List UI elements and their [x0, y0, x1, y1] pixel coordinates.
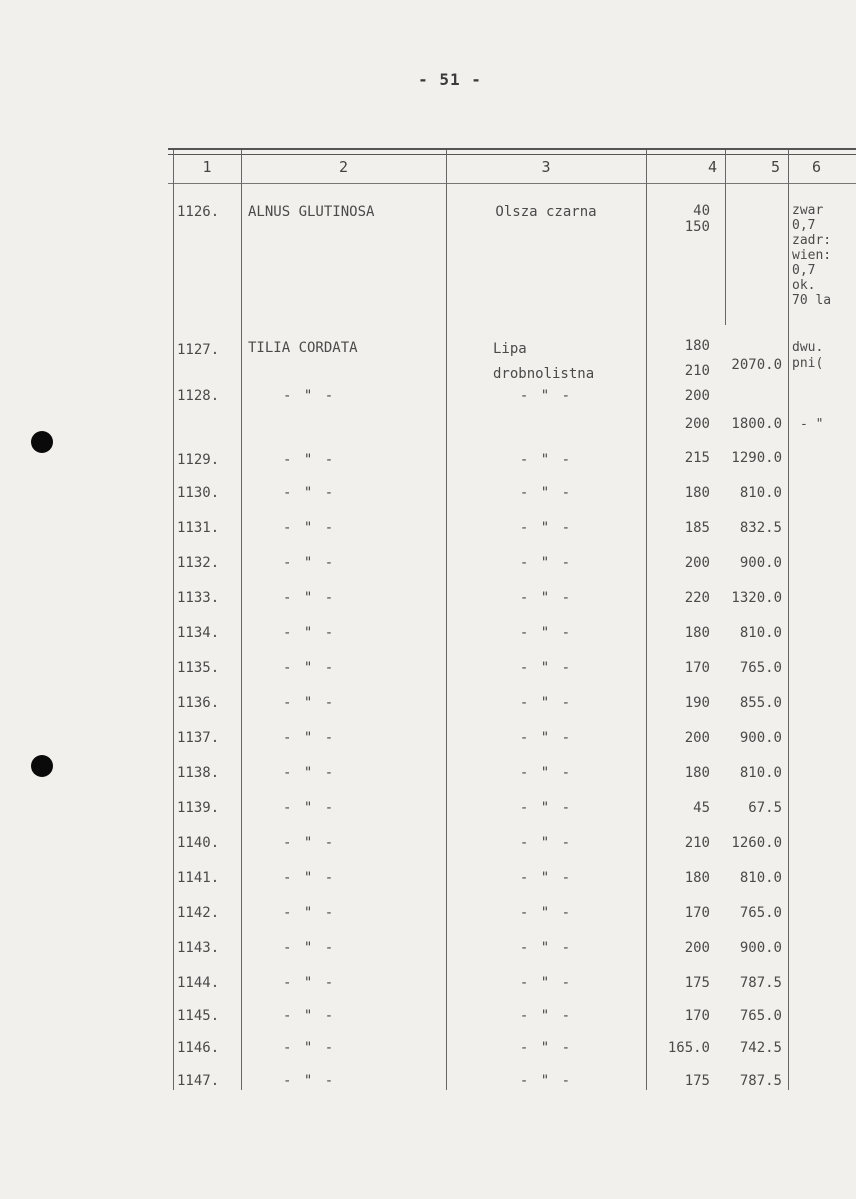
row-number: 1137.	[177, 730, 220, 746]
table-top-rule	[168, 148, 856, 150]
col5-value: 67.5	[748, 800, 782, 816]
row-number: 1142.	[177, 905, 220, 921]
polish-name: - " -	[519, 870, 573, 886]
latin-name: - " -	[283, 800, 336, 816]
polish-name: - " -	[519, 520, 573, 536]
col4-value: 175	[684, 1073, 710, 1089]
latin-name: - " -	[283, 452, 336, 468]
col4-value: 190	[684, 695, 710, 711]
polish-name: - " -	[519, 1008, 573, 1024]
col5-value: 1320.0	[731, 590, 782, 606]
page-number: - 51 -	[418, 70, 482, 89]
column-header: 6	[812, 158, 822, 176]
column-header: 4	[707, 158, 717, 176]
polish-name: - " -	[519, 905, 573, 921]
row-number: 1135.	[177, 660, 220, 676]
col5-value: 855.0	[739, 695, 782, 711]
punch-hole-icon	[31, 431, 53, 453]
note-line: - "	[800, 417, 824, 432]
note-line: zwar	[792, 203, 824, 218]
column-header: 2	[338, 158, 349, 176]
header-rule	[168, 183, 856, 184]
column-divider	[646, 150, 647, 1090]
latin-name: - " -	[283, 590, 336, 606]
note-line: dwu.	[792, 340, 824, 355]
col4-value: 40	[693, 203, 710, 219]
row-number: 1140.	[177, 835, 220, 851]
polish-name: - " -	[519, 590, 573, 606]
col4-value: 165.0	[667, 1040, 710, 1056]
col4-value: 200	[684, 555, 710, 571]
polish-name: - " -	[519, 940, 573, 956]
row-number: 1134.	[177, 625, 220, 641]
row-number: 1141.	[177, 870, 220, 886]
col4-value: 170	[684, 905, 710, 921]
row-number: 1138.	[177, 765, 220, 781]
column-divider	[173, 150, 174, 1090]
column-divider	[446, 150, 447, 1090]
polish-name: - " -	[519, 625, 573, 641]
latin-name: - " -	[283, 975, 336, 991]
column-header: 5	[770, 158, 780, 176]
col5-value: 765.0	[739, 660, 782, 676]
row-number: 1128.	[177, 388, 220, 404]
latin-name: - " -	[283, 730, 336, 746]
polish-name: - " -	[519, 388, 573, 404]
col5-value: 832.5	[739, 520, 782, 536]
row-number: 1133.	[177, 590, 220, 606]
col4-value: 180	[684, 765, 710, 781]
polish-name: - " -	[519, 660, 573, 676]
col4-value: 215	[684, 450, 710, 466]
col4-value: 210	[684, 835, 710, 851]
polish-name: - " -	[519, 1073, 573, 1089]
column-divider	[788, 150, 789, 1090]
col5-value: 810.0	[739, 765, 782, 781]
col4-value: 200	[684, 416, 710, 432]
table-top-rule	[168, 154, 856, 155]
latin-name: - " -	[283, 660, 336, 676]
col5-value: 765.0	[739, 905, 782, 921]
col4-value: 170	[684, 660, 710, 676]
row-number: 1129.	[177, 452, 220, 468]
row-number: 1136.	[177, 695, 220, 711]
polish-name: - " -	[519, 1040, 573, 1056]
latin-name: ALNUS GLUTINOSA	[248, 204, 375, 220]
latin-name: - " -	[283, 1073, 336, 1089]
latin-name: - " -	[283, 835, 336, 851]
latin-name: - " -	[283, 555, 336, 571]
polish-name: - " -	[519, 835, 573, 851]
polish-name: - " -	[519, 452, 573, 468]
latin-name: - " -	[283, 905, 336, 921]
column-header: 3	[541, 158, 551, 176]
polish-name: - " -	[519, 555, 573, 571]
col5-value: 787.5	[739, 975, 782, 991]
col5-value: 1800.0	[731, 416, 782, 432]
col4-value: 175	[684, 975, 710, 991]
col4-value: 150	[684, 219, 710, 235]
polish-name: drobnolistna	[493, 366, 595, 382]
column-divider	[241, 150, 242, 1090]
row-number: 1147.	[177, 1073, 220, 1089]
polish-name: - " -	[519, 975, 573, 991]
note-line: 0,7	[792, 263, 816, 278]
polish-name: - " -	[519, 730, 573, 746]
punch-hole-icon	[31, 755, 53, 777]
latin-name: - " -	[283, 485, 336, 501]
col5-value: 765.0	[739, 1008, 782, 1024]
col4-value: 210	[684, 363, 710, 379]
col5-value: 787.5	[739, 1073, 782, 1089]
col5-value: 900.0	[739, 940, 782, 956]
col4-value: 200	[684, 388, 710, 404]
col5-value: 742.5	[739, 1040, 782, 1056]
col5-value: 1290.0	[731, 450, 782, 466]
row-number: 1130.	[177, 485, 220, 501]
row-number: 1145.	[177, 1008, 220, 1024]
col5-value: 810.0	[739, 485, 782, 501]
col4-value: 180	[684, 485, 710, 501]
col5-value: 900.0	[739, 555, 782, 571]
note-line: ok.	[792, 278, 816, 293]
col5-value: 2070.0	[731, 357, 782, 373]
col4-value: 220	[684, 590, 710, 606]
row-number: 1131.	[177, 520, 220, 536]
row-number: 1143.	[177, 940, 220, 956]
latin-name: - " -	[283, 870, 336, 886]
note-line: 70 la	[792, 293, 832, 308]
note-line: 0,7	[792, 218, 816, 233]
row-number: 1132.	[177, 555, 220, 571]
note-line: wien:	[792, 248, 832, 263]
col4-value: 180	[684, 338, 710, 354]
latin-name: - " -	[283, 695, 336, 711]
col4-value: 180	[684, 625, 710, 641]
polish-name: - " -	[519, 485, 573, 501]
column-header: 1	[202, 158, 212, 176]
row-number: 1146.	[177, 1040, 220, 1056]
row-number: 1126.	[177, 204, 220, 220]
polish-name: - " -	[519, 800, 573, 816]
latin-name: - " -	[283, 388, 336, 404]
latin-name: - " -	[283, 765, 336, 781]
col4-value: 45	[693, 800, 710, 816]
note-line: zadr:	[792, 233, 832, 248]
col4-value: 185	[684, 520, 710, 536]
col4-value: 170	[684, 1008, 710, 1024]
col4-value: 200	[684, 730, 710, 746]
note-line: pni(	[792, 356, 824, 371]
row-number: 1127.	[177, 342, 220, 358]
column-divider	[725, 150, 726, 325]
row-number: 1144.	[177, 975, 220, 991]
latin-name: - " -	[283, 520, 336, 536]
col5-value: 810.0	[739, 870, 782, 886]
polish-name: Olsza czarna	[495, 204, 597, 220]
col5-value: 1260.0	[731, 835, 782, 851]
latin-name: - " -	[283, 1040, 336, 1056]
polish-name: Lipa	[493, 341, 527, 357]
col5-value: 810.0	[739, 625, 782, 641]
col5-value: 900.0	[739, 730, 782, 746]
polish-name: - " -	[519, 695, 573, 711]
col4-value: 180	[684, 870, 710, 886]
row-number: 1139.	[177, 800, 220, 816]
polish-name: - " -	[519, 765, 573, 781]
latin-name: - " -	[283, 1008, 336, 1024]
latin-name: TILIA CORDATA	[248, 340, 358, 356]
latin-name: - " -	[283, 940, 336, 956]
latin-name: - " -	[283, 625, 336, 641]
col4-value: 200	[684, 940, 710, 956]
